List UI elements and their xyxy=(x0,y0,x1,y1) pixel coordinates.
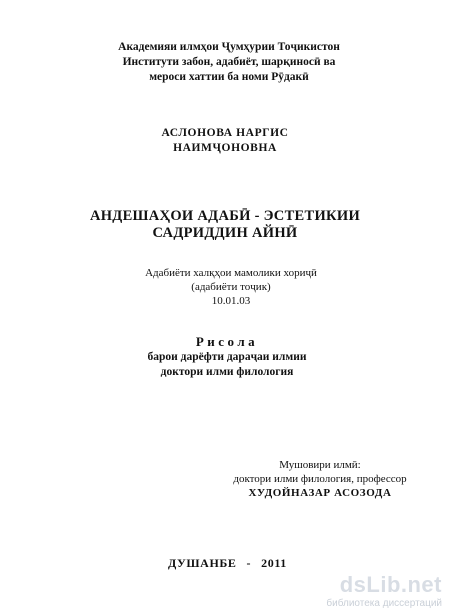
watermark-caption: библиотека диссертаций xyxy=(326,598,442,609)
watermark-logo: dsLib.net xyxy=(339,572,442,597)
document-title xyxy=(0,208,450,242)
author-name xyxy=(0,126,450,156)
specialty-info xyxy=(0,266,450,308)
watermark xyxy=(300,572,444,612)
title-line-1: АНДЕШАҲОИ АДАБӢ - ЭСТЕТИКИИ xyxy=(89,208,361,224)
institution-line-2: Институти забон, адабиёт, шарқиносӣ ва xyxy=(122,56,336,68)
institution-header xyxy=(0,40,450,85)
year: 2011 xyxy=(261,556,287,570)
thesis-description xyxy=(0,333,450,380)
advisor-name: ХУДОЙНАЗАР АСОЗОДА xyxy=(248,487,392,499)
scientific-advisor xyxy=(220,458,420,500)
title-line-2: САДРИДДИН АЙНӢ xyxy=(152,225,298,241)
specialty-code: 10.01.03 xyxy=(211,295,251,307)
author-surname-name: АСЛОНОВА НАРГИС xyxy=(161,127,289,139)
place-and-year xyxy=(168,556,287,571)
specialty-line-2: (адабиёти тоҷик) xyxy=(191,281,271,293)
advisor-position: доктори илми филология, профессор xyxy=(233,473,407,485)
thesis-line-1: барои дарёфти дараҷаи илмии xyxy=(147,351,307,363)
advisor-label: Мушовири илмӣ: xyxy=(279,459,361,471)
institution-line-1: Академияи илмҳои Ҷумҳурии Тоҷикистон xyxy=(118,41,340,53)
thesis-line-2: доктори илми филология xyxy=(160,366,294,378)
specialty-line-1: Адабиёти халқҳои мамолики хориҷӣ xyxy=(145,267,317,279)
author-patronymic: НАИМҶОНОВНА xyxy=(173,142,277,154)
institution-line-3: мероси хаттии ба номи Рӯдакӣ xyxy=(149,71,309,83)
separator: - xyxy=(246,556,252,570)
thesis-kind: Рисола xyxy=(195,334,259,349)
city: ДУШАНБЕ xyxy=(168,556,237,570)
